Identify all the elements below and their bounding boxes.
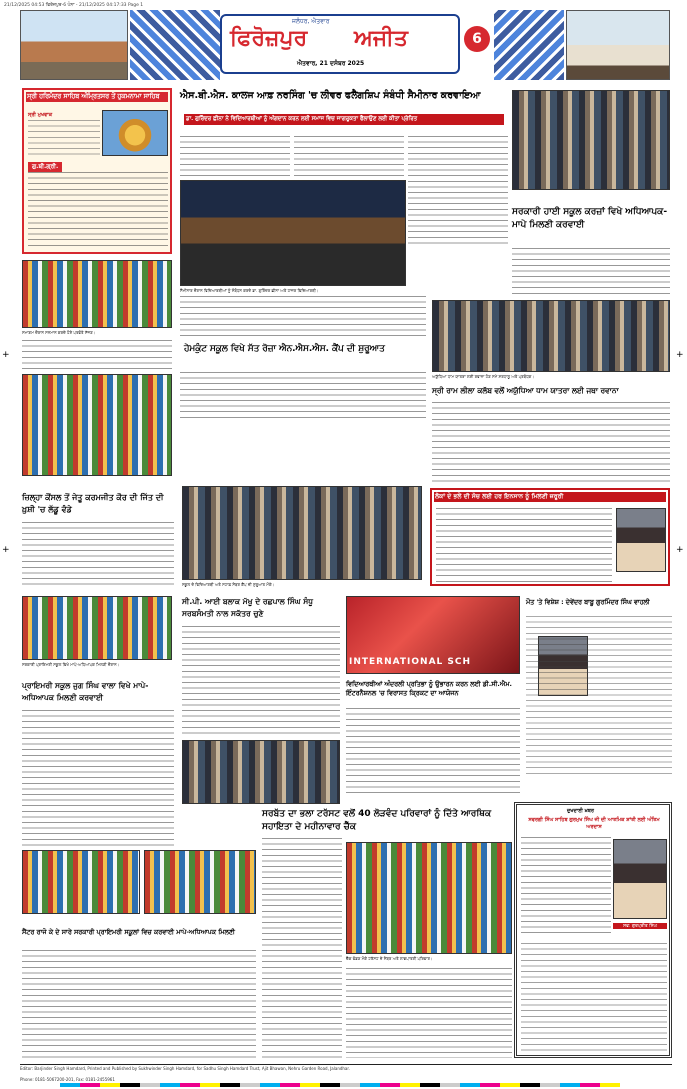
masthead — [20, 10, 670, 80]
crop-mark: + — [2, 350, 10, 360]
golden-temple-photo — [102, 110, 168, 156]
crop-mark: + — [676, 350, 684, 360]
hukamnama-box — [22, 88, 172, 254]
masthead-right-photo — [566, 10, 670, 80]
quote-box-headline: ਲੋਕਾਂ ਦੇ ਭਲੇ ਦੀ ਸੋਚ ਲਈ ਹਰ ਇਨਸਾਨ ਨੂੰ ਮਿਲਣੀ ਜ਼ਰੂਰੀ — [434, 492, 666, 502]
quote-box — [430, 488, 670, 586]
hukamnama-text — [28, 120, 100, 156]
bpeo-group-photo — [182, 740, 340, 804]
masthead-pattern-right — [494, 10, 564, 80]
left-column-text — [22, 340, 172, 370]
masthead-title-right: ਅਜੀਤ — [354, 26, 408, 51]
school-meeting-photo — [512, 90, 670, 190]
primary-school-photo — [22, 596, 172, 660]
ayodhya-yatra-caption: ਅਯੁੱਧਿਆ ਧਾਮ ਯਾਤਰਾ ਲਈ ਰਵਾਨਾ ਹੋਣ ਸਮੇਂ ਸ਼ਰਧਾਲੂ ਅਤੇ ਪ੍ਰਬੰਧਕ। — [432, 374, 535, 379]
masthead-date: ਐਤਵਾਰ, 21 ਦਸੰਬਰ 2025 — [297, 60, 365, 67]
sarkari-school-text — [512, 248, 670, 298]
hukamnama-headline: ਸ੍ਰੀ ਹਰਿਮੰਦਰ ਸਾਹਿਬ ਅੰਮ੍ਰਿਤਸਰ ਤੋਂ ਹੁਕਮਨਾਮਾ ਸਾਹਿਬ — [26, 92, 168, 102]
page-number — [464, 26, 490, 52]
cheque-distribution-photo — [346, 842, 512, 954]
cricket-headline: ਵਿਦਿਆਰਥੀਆਂ ਅੰਦਰਲੀ ਪ੍ਰਤਿਭਾ ਨੂੰ ਉਭਾਰਨ ਕਰਨ ਲਈ ਡੀ.ਸੀ.ਐਮ. ਇੰਟਰਨੈਸ਼ਨਲ 'ਚ ਵਿਰਾਸਤ ਕ੍ਰਿਕਟ ਦਾ ਆਯੋਜਨ — [346, 680, 512, 697]
masthead-left-photo — [20, 10, 128, 80]
honor-ceremony-photo — [22, 260, 172, 328]
crop-mark: + — [676, 545, 684, 555]
nursing-seminar-photo — [180, 180, 406, 286]
ayodhya-text — [432, 402, 670, 482]
bpeo-headline: ਸੀ.ਪੀ. ਆਈ ਬਲਾਕ ਮੱਖੂ ਦੇ ਰਛਪਾਲ ਸਿੰਘ ਸੰਧੂ ਸਰਬਸੰਮਤੀ ਨਾਲ ਸਕੱਤਰ ਚੁਣੇ — [182, 597, 314, 618]
centre-school-text — [22, 950, 256, 1062]
masthead-title-left: ਫਿਰੋਜ਼ਪੁਰ — [230, 26, 308, 51]
centre-school-headline: ਸੈਂਟਰ ਰਾਜੋ ਕੇ ਦੇ ਸਾਰੇ ਸਰਕਾਰੀ ਪ੍ਰਾਇਮਰੀ ਸਕੂਲਾਂ ਵਿਚ ਕਰਵਾਈ ਮਾਪੇ-ਅਧਿਆਪਕ ਮਿਲਣੀ — [22, 928, 235, 936]
ayodhya-yatra-headline: ਸ੍ਰੀ ਰਾਮ ਲੀਲਾ ਕਲੱਬ ਵਲੋਂ ਅਯੁੱਧਿਆ ਧਾਮ ਯਾਤਰਾ ਲਈ ਜਥਾ ਰਵਾਨਾ — [432, 386, 619, 395]
sarbat-da-bhala-headline: ਸਰਬੱਤ ਦਾ ਭਲਾ ਟਰੱਸਟ ਵਲੋਂ 40 ਲੋੜਵੰਦ ਪਰਿਵਾਰਾਂ ਨੂੰ ਦਿੱਤੇ ਆਰਥਿਕ ਸਹਾਇਤਾ ਦੇ ਮਹੀਨਾਵਾਰ ਚੈੱਕ — [262, 809, 492, 832]
obituary-ad — [514, 802, 672, 1058]
obituary-ad-name: ਸਵ: ਗੁਰਪ੍ਰੀਤ ਸਿੰਘ — [613, 923, 667, 929]
ladoo-celebration-photo — [22, 374, 172, 476]
primary-school-headline: ਪ੍ਰਾਇਮਰੀ ਸਕੂਲ ਜੁਗ ਸਿੰਘ ਵਾਲਾ ਵਿਖੇ ਮਾਪੇ-ਅਧਿਆਪਕ ਮਿਲਣੀ ਕਰਵਾਈ — [22, 681, 149, 702]
nursing-text-col-3 — [408, 136, 508, 246]
masthead-edition: ਜਲੰਧਰ, ਐਤਵਾਰ — [292, 18, 330, 25]
sarbat-text-2 — [346, 968, 512, 1058]
bpeo-text — [182, 626, 340, 736]
footer-rule — [20, 1064, 672, 1065]
cricket-banner-text: INTERNATIONAL SCH — [349, 657, 472, 667]
obituary-intro-headline: ਮੌਤ 'ਤੇ ਵਿਸ਼ੇਸ਼ : ਦੇਵੇਂਦਰ ਬਾਬੂ ਗੁਰਮਿੰਦਰ ਸਿੰਘ ਵਾਹਲੀ — [526, 599, 650, 606]
hukamnama-section: ਗੁ.ਬੀ.ਗ੍ਰੀ. — [28, 162, 62, 172]
obituary-ad-title: ਸਵਰਗੀ ਸਿੰਘ ਸਾਹਿਬ ਗੁਰਮੁਖ ਸਿੰਘ ਜੀ ਦੀ ਆਤਮਿਕ ਸ਼ਾਂਤੀ ਲਈ ਅੰਤਿਮ ਅਰਦਾਸ — [528, 817, 660, 830]
nss-camp-headline: ਹੇਮਕੁੰਟ ਸਕੂਲ ਵਿਖੇ ਸੱਤ ਰੋਜ਼ਾ ਐਨ.ਐਸ.ਐਸ. ਕੈਂਪ ਦੀ ਸ਼ੁਰੂਆਤ — [184, 344, 385, 354]
obituary-ad-text-2 — [521, 943, 667, 1051]
obituary-intro-text — [526, 616, 672, 774]
print-slug: 21/12/2025 04:53 ਫਿਰੋਜ਼ਪੁਰ-6 ਪੰਨਾ - 21/12/2025 04:17:33 Page 1 — [4, 3, 144, 8]
obituary-ad-text — [521, 837, 611, 937]
footer-imprint: Editor: Barjinder Singh Hamdard, Printed and Published by Sukhwinder Singh Hamdard, for Sadhu Singh Hamdard Trust, Ajit Bhawan, Nehru Garden Road, Jalandhar. — [20, 1066, 350, 1071]
masthead-title-box — [220, 14, 460, 74]
nss-group-photo — [182, 486, 422, 580]
cricket-event-photo — [346, 596, 520, 674]
hukamnama-tag: ਸ੍ਰੀ ਮੁਖਵਾਕ — [28, 112, 53, 118]
quote-box-portrait — [616, 508, 666, 572]
centre-school-photo-2 — [144, 850, 256, 914]
primary-school-caption: ਸਰਕਾਰੀ ਪ੍ਰਾਇਮਰੀ ਸਕੂਲ ਵਿਖੇ ਮਾਪੇ-ਅਧਿਆਪਕ ਮਿਲਣੀ ਦੌਰਾਨ। — [22, 662, 120, 667]
honor-ceremony-caption: ਸਮਾਗਮ ਦੌਰਾਨ ਸਨਮਾਨ ਕਰਦੇ ਹੋਏ ਪਤਵੰਤੇ ਸੱਜਣ। — [22, 330, 96, 335]
color-registration-bar — [60, 1083, 620, 1087]
footer-contact: Phone: 0181-5067200-201, Fax: 0181-2455961 — [20, 1077, 115, 1082]
nursing-seminar-subhead: ਡਾ. ਗੁਰਿੰਦਰ ਛੀਨਾ ਨੇ ਵਿਦਿਆਰਥੀਆਂ ਨੂੰ ਅੰਗਦਾਨ ਕਰਨ ਲਈ ਸਮਾਜ ਵਿਚ ਜਾਗਰੂਕਤਾ ਫੈਲਾਉਣ ਲਈ ਕੀਤਾ ਪ੍ਰੇਰਿਤ — [184, 114, 504, 125]
nursing-seminar-headline: ਐਸ.ਬੀ.ਐਸ. ਕਾਲਜ ਆਫ਼ ਨਰਸਿੰਗ 'ਚ ਲੀਵਰ ਫਲੈਗਸ਼ਿਪ ਸੰਬੰਧੀ ਸੈਮੀਨਾਰ ਕਰਵਾਇਆ — [180, 90, 481, 101]
cricket-text — [346, 708, 520, 796]
quote-box-text — [436, 508, 612, 582]
primary-school-text — [22, 710, 174, 846]
obituary-ad-header: ਦੁਖਦਾਈ ਖ਼ਬਰ — [567, 808, 595, 814]
nss-text-upper — [180, 296, 426, 340]
zila-parishad-headline: ਜ਼ਿਲ੍ਹਾ ਕੌਂਸਲ ਤੋਂ ਜੇਤੂ ਕਰਮਜੀਤ ਕੌਰ ਦੀ ਜਿੱਤ ਦੀ ਖ਼ੁਸ਼ੀ 'ਚ ਲੱਡੂ ਵੰਡੇ — [22, 493, 164, 514]
zila-parishad-text — [22, 522, 174, 588]
centre-school-photo-1 — [22, 850, 140, 914]
page-number-text: 6 — [472, 31, 482, 47]
crop-mark: + — [2, 545, 10, 555]
obituary-ad-portrait — [613, 839, 667, 919]
sarbat-text — [262, 838, 342, 1060]
nursing-text-col-1 — [180, 136, 290, 176]
masthead-pattern-left — [130, 10, 220, 80]
nursing-seminar-caption: ਸੈਮੀਨਾਰ ਦੌਰਾਨ ਵਿਦਿਆਰਥੀਆਂ ਨੂੰ ਸੰਬੋਧਨ ਕਰਦੇ ਡਾ. ਗੁਰਿੰਦਰ ਛੀਨਾ ਅਤੇ ਹਾਜ਼ਰ ਵਿਦਿਆਰਥੀ। — [180, 288, 319, 293]
nss-text-lower — [180, 372, 426, 418]
sarkari-school-headline: ਸਰਕਾਰੀ ਹਾਈ ਸਕੂਲ ਕਰਜ਼ਾਂ ਵਿਖੇ ਅਧਿਆਪਕ-ਮਾਪੇ ਮਿਲਣੀ ਕਰਵਾਈ — [512, 207, 668, 230]
sarbat-caption: ਚੈੱਕ ਵੰਡਣ ਮੌਕੇ ਟਰੱਸਟ ਦੇ ਮੈਂਬਰ ਅਤੇ ਲਾਭਪਾਤਰੀ ਪਰਿਵਾਰ। — [346, 956, 433, 961]
nss-group-caption: ਸਕੂਲ ਦੇ ਵਿਦਿਆਰਥੀ ਅਤੇ ਸਟਾਫ਼ ਮੈਂਬਰ ਕੈਂਪ ਦੀ ਸ਼ੁਰੂਆਤ ਮੌਕੇ। — [182, 582, 275, 587]
hukamnama-body — [28, 172, 168, 250]
ayodhya-yatra-photo — [432, 300, 670, 372]
nursing-text-col-2 — [294, 136, 404, 176]
